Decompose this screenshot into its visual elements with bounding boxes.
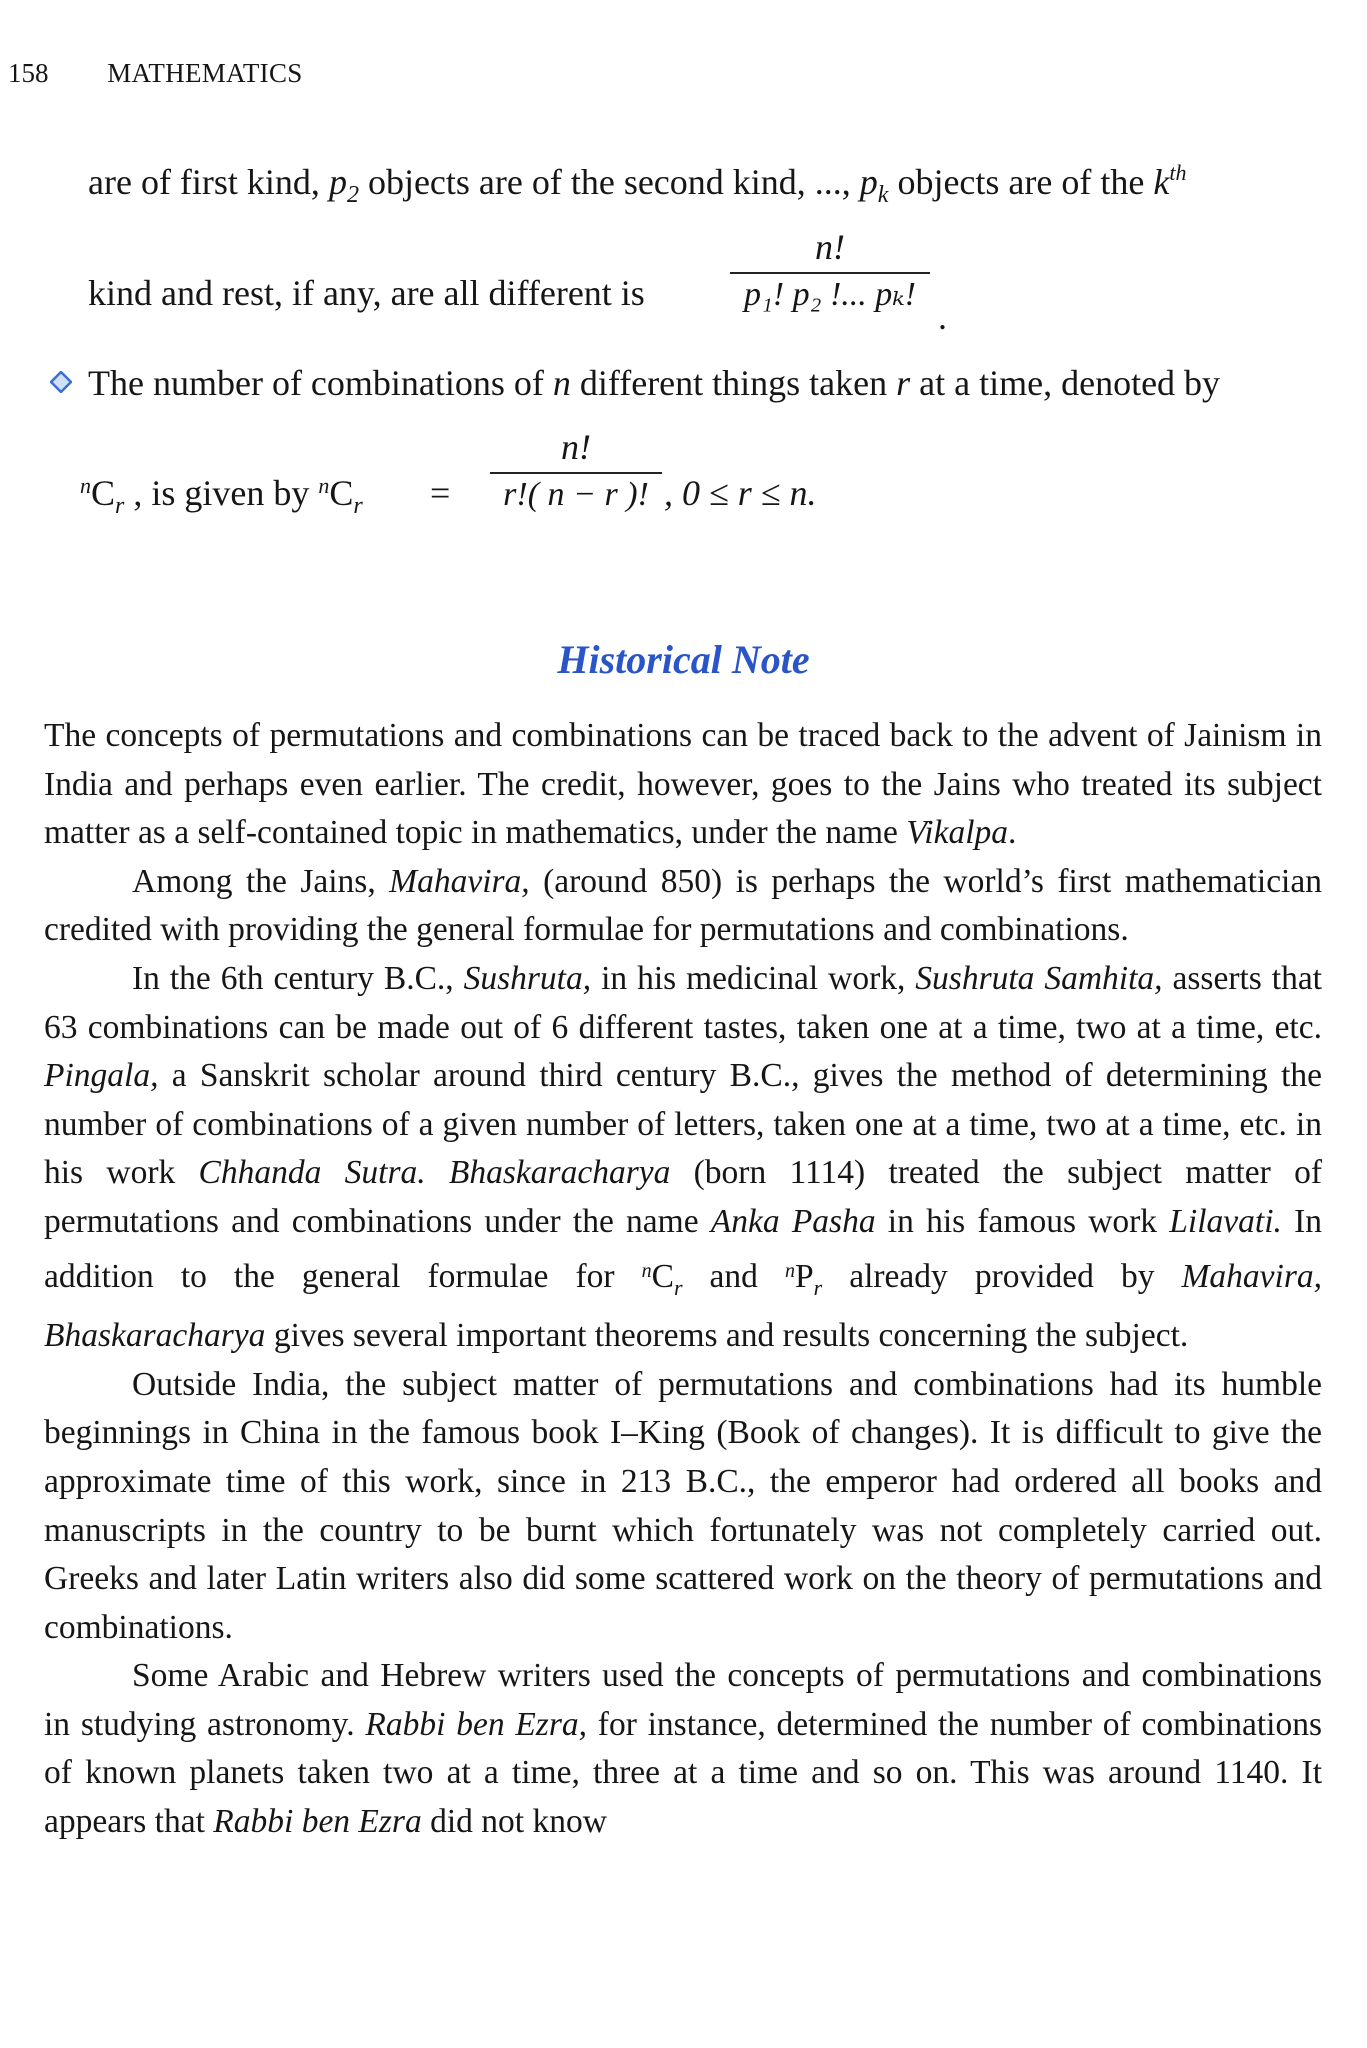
- paragraph-4: Outside India, the subject matter of permutations and combinations had its humble beginnings in China in the famous book I–King (Book of changes). It is difficult to give the approximate time of this work, since in 213 B.C., the emperor had ordered all books and manuscripts in the country to be burnt which fortunately was not completely carried out. Greeks and later Latin writers also did some scattered work on the theory of permutations and combinations.: [44, 1365, 1322, 1646]
- running-title: MATHEMATICS: [107, 58, 303, 88]
- fraction-bar: [730, 272, 930, 274]
- combination-fraction: [490, 428, 662, 513]
- fraction-denominator: p₁! p₂ !... pₖ!: [743, 275, 916, 313]
- paragraph-3: In the 6th century B.C., Sushruta, in his medicinal work, Sushruta Samhita, asserts that 63 combinations can be made out of 6 different tastes, taken one at a time, two at a time, etc. Pingala, a Sanskrit scholar around third century B.C., gives the method of determining the number of combinations of a given number of letters, taken one at a time, two at a time, etc. in his work Chhanda Sutra. Bhaskaracharya (born 1114) treated the subject matter of permutations and combinations under the name Anka Pasha in his famous work Lilavati. In addition to the general formulae for $^nC_r$ and $^nP_r$ already provided by Mahavira, Bhaskaracharya gives several important theorems and results concerning the subject.: [44, 959, 1322, 1355]
- intro-line-1: are of first kind, $p_2$ objects are of the second kind, ..., $p_k$ objects are of the $k^{th}$: [88, 160, 1187, 208]
- equals-sign: =: [430, 473, 451, 513]
- diamond-icon: [50, 360, 72, 382]
- intro-line-2: kind and rest, if any, are all different is: [88, 273, 645, 313]
- page-number: 158: [8, 58, 49, 88]
- fraction-numerator: n!: [561, 427, 591, 467]
- paragraph-1: The concepts of permutations and combinations can be traced back to the advent of Jainism in India and perhaps even earlier. The credit, however, goes to the Jains who treated its subject matter as a self-contained topic in mathematics, under the name Vikalpa.: [44, 717, 1322, 852]
- fraction-bar: [490, 472, 662, 474]
- paragraph-5: Some Arabic and Hebrew writers used the concepts of permutations and combinations in studying astronomy. Rabbi ben Ezra, for instance, determined the number of combinations of known planets taken two at a time, three at a time and so on. This was around 1140. It appears that Rabbi ben Ezra did not know: [44, 1657, 1322, 1841]
- page-header: [8, 58, 303, 89]
- paragraph-2: Among the Jains, Mahavira, (around 850) is perhaps the world’s first mathematician credited with providing the general formulae for permutations and combinations.: [44, 862, 1322, 949]
- ncr-definition: $^nC_r$ , is given by $^nC_r$: [80, 473, 363, 519]
- combination-bullet: The number of combinations of n different things taken r at a time, denoted by: [50, 362, 1220, 405]
- fraction-numerator: n!: [815, 227, 845, 267]
- multinomial-fraction: [730, 228, 930, 313]
- fraction-denominator: r!( n − r )!: [503, 475, 649, 513]
- historical-note-heading: Historical Note: [557, 637, 810, 682]
- range-condition: , 0 ≤ r ≤ n.: [664, 473, 817, 513]
- historical-note-body: [44, 712, 1322, 1847]
- fraction-period: .: [938, 297, 947, 337]
